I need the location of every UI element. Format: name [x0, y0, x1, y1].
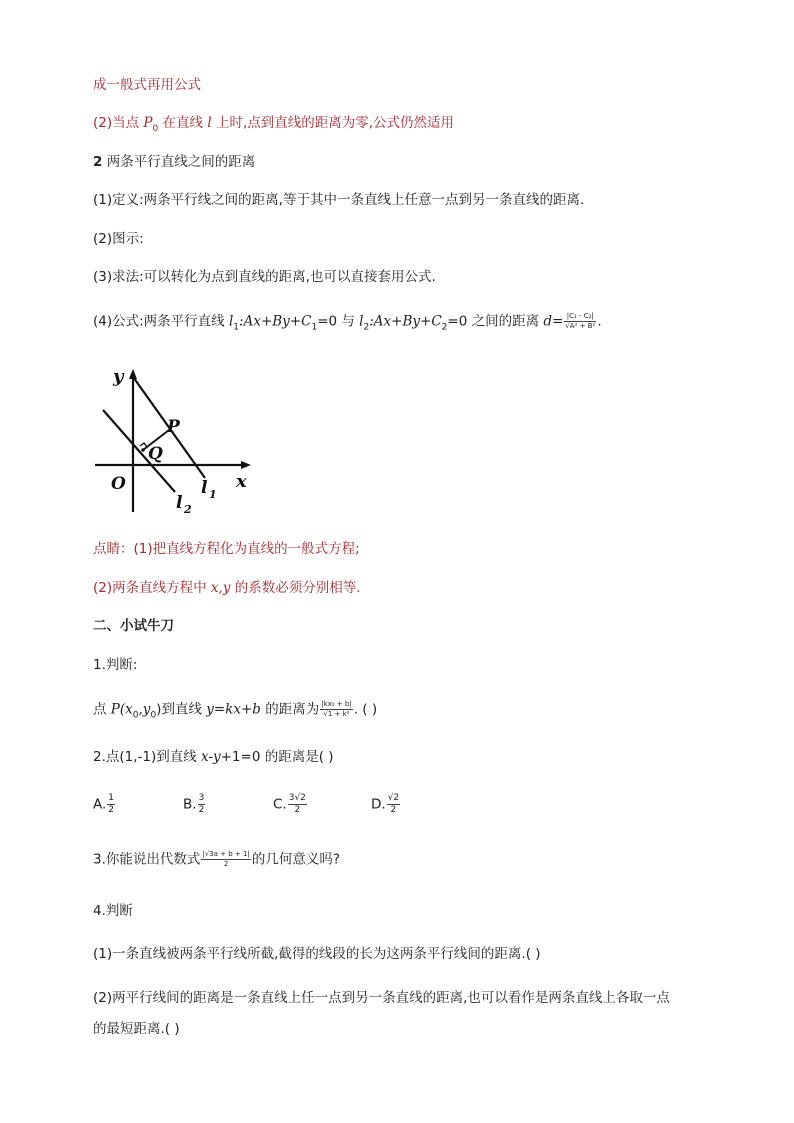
text-line-2 [93, 114, 454, 132]
label-x: x [236, 471, 247, 492]
label-l1: l [201, 478, 208, 498]
option-b [183, 793, 206, 816]
text-span: =0 之间的距离 [447, 313, 544, 330]
math-expr: ,y [138, 701, 151, 718]
fraction-numerator: √2 [387, 793, 400, 803]
text-span: 3.你能说出代数式 [93, 851, 201, 868]
text-span: . [597, 313, 602, 330]
section-number: 2 [93, 154, 103, 170]
option-c [273, 793, 308, 816]
text-span: (1)把直线方程化为直线的一般式方程; [133, 541, 360, 557]
option-label: B. [183, 796, 197, 813]
point-q [141, 448, 145, 452]
label-l2: l [176, 493, 183, 513]
math-expr: :Ax+By+C [369, 313, 442, 330]
text-span: 的几何意义吗? [251, 851, 341, 868]
text-span: 的最短距离.( ) [93, 1021, 180, 1037]
text-line-1 [93, 76, 201, 94]
text-span: 在直线 [158, 115, 208, 131]
math-subscript: 0 [152, 124, 159, 134]
text-span: 4.判断 [93, 903, 133, 919]
text-line-6 [93, 268, 436, 286]
section-title: 两条平行直线之间的距离 [102, 154, 256, 170]
option-d [371, 793, 401, 816]
text-span: (2)图示: [93, 231, 144, 247]
math-subscript: 2 [363, 322, 370, 333]
x-axis-arrow [241, 461, 251, 469]
question-1-statement [93, 700, 377, 719]
math-subscript: 0 [150, 710, 157, 721]
distance-fraction [320, 700, 352, 719]
question-4-item-2-continued [93, 1020, 180, 1038]
option-fraction [387, 793, 400, 816]
math-var: l [207, 115, 212, 131]
text-span: )到直线 [156, 701, 207, 718]
math-var: l [359, 313, 364, 330]
math-var: x,y [210, 580, 231, 596]
text-span: (2)两条直线方程中 [93, 580, 211, 596]
math-subscript: 1 [311, 322, 318, 333]
text-line-4 [93, 191, 584, 209]
math-var: P [110, 701, 120, 718]
math-subscript: 0 [132, 710, 139, 721]
tip-line-1 [93, 540, 360, 558]
option-label: C. [273, 796, 287, 813]
math-expr: y=kx+b [206, 701, 261, 718]
section-title: 二、小试牛刀 [93, 618, 174, 634]
text-span: 1.判断: [93, 657, 138, 673]
text-span: 2.点(1,-1)到直线 [93, 749, 202, 765]
math-subscript: 1 [233, 322, 240, 333]
expression-fraction [201, 850, 250, 869]
fraction-denominator: 2 [223, 860, 229, 868]
text-span: 点 [93, 701, 111, 718]
option-a [93, 793, 116, 816]
tip-line-2 [93, 579, 361, 597]
math-expr: x-y [201, 749, 221, 765]
option-fraction [198, 793, 206, 816]
text-span: (1)一条直线被两条平行线所截,截得的线段的长为这两条平行线间的距离.( ) [93, 946, 541, 962]
label-l2-subscript: 2 [184, 503, 192, 516]
text-span: (4)公式:两条平行直线 [93, 313, 229, 330]
math-var: d= [543, 313, 564, 330]
fraction-denominator: √A² + B² [565, 322, 596, 330]
option-label: A. [93, 796, 107, 813]
label-l1-subscript: 1 [209, 488, 217, 501]
fraction-numerator: |kx₀ + b| [321, 700, 352, 708]
option-fraction [288, 793, 307, 816]
text-line-5 [93, 230, 144, 248]
option-label: D. [371, 796, 386, 813]
math-expr: :Ax+By+C [239, 313, 312, 330]
text-span: 的距离为 [260, 701, 320, 718]
parallel-lines-diagram [93, 360, 263, 520]
right-angle-mark [140, 443, 147, 447]
fraction-denominator: 2 [294, 805, 301, 815]
fraction-denominator: 2 [390, 805, 397, 815]
text-span: (3)求法:可以转化为点到直线的距离,也可以直接套用公式. [93, 269, 436, 285]
question-4-item-2 [93, 989, 670, 1007]
text-span: 成一般式再用公式 [93, 77, 201, 93]
text-span: (2)当点 [93, 115, 144, 131]
label-p: P [167, 417, 180, 437]
math-var: l [228, 313, 234, 330]
math-subscript: 2 [441, 322, 448, 333]
text-span: =0 与 [317, 313, 360, 330]
fraction-numerator: 3√2 [288, 793, 306, 803]
text-span: (2)两平行线间的距离是一条直线上任一点到另一条直线的距离,也可以看作是两条直线上各取一点 [93, 990, 670, 1006]
text-span: 上时,点到直线的距离为零,公式仍然适用 [211, 115, 455, 131]
tip-label: 点睛： [93, 541, 134, 557]
math-var: P [143, 115, 153, 131]
fraction-numerator: 3 [198, 793, 205, 803]
answer-blank: +1=0 的距离是( ) [220, 749, 334, 765]
text-span: (1)定义:两条平行线之间的距离,等于其中一条直线上任意一点到另一条直线的距离. [93, 192, 585, 208]
fraction-numerator: 1 [108, 793, 115, 803]
math-expr: (x [119, 701, 133, 718]
distance-fraction [564, 312, 596, 331]
question-4-item-1 [93, 945, 541, 963]
fraction-numerator: |C₁ - C₂| [564, 312, 596, 322]
question-4-title [93, 902, 133, 920]
label-origin: O [111, 474, 126, 494]
formula-line [93, 312, 602, 331]
label-q: Q [148, 444, 163, 464]
fraction-denominator: 2 [108, 805, 115, 815]
fraction-numerator: |√3a + b + 1| [202, 850, 250, 858]
question-3 [93, 850, 340, 869]
label-y: y [113, 366, 124, 387]
section-heading-2 [93, 153, 255, 171]
answer-blank: . ( ) [353, 701, 378, 718]
option-fraction [107, 793, 115, 816]
question-1-title [93, 656, 137, 674]
fraction-denominator: 2 [198, 805, 205, 815]
question-2 [93, 748, 334, 766]
text-span: 的系数必须分别相等. [230, 580, 361, 596]
section-heading-practice [93, 617, 174, 635]
fraction-denominator: √1 + k² [323, 710, 350, 718]
